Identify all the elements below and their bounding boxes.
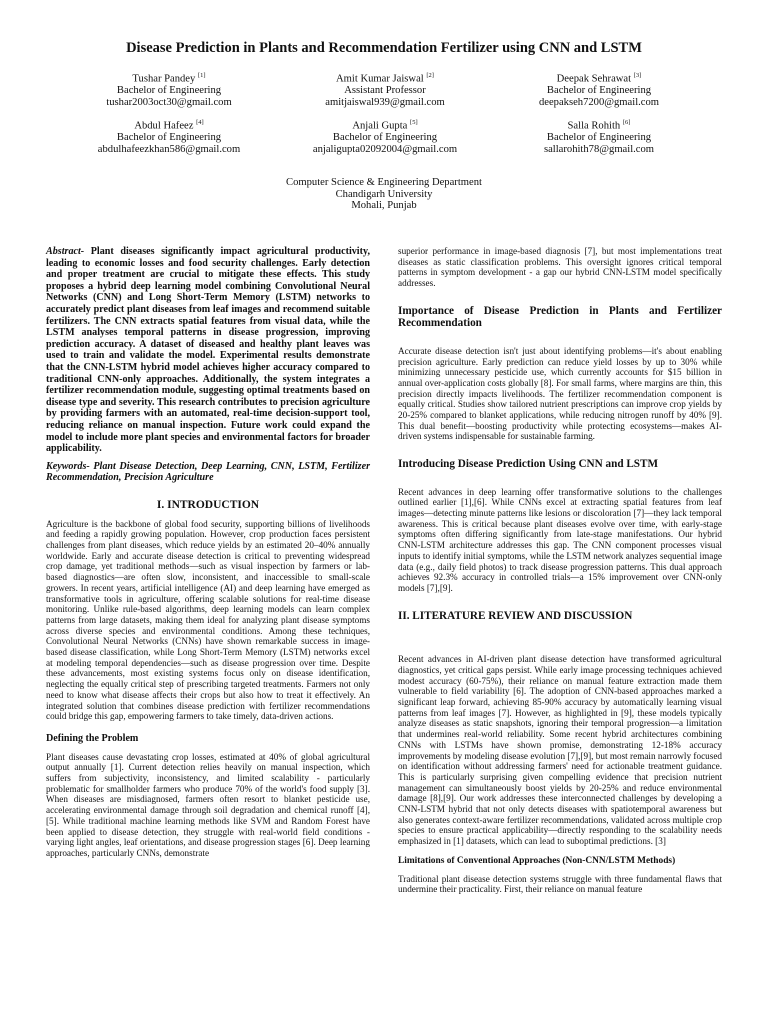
author-role: Bachelor of Engineering bbox=[332, 132, 438, 144]
left-column bbox=[46, 246, 370, 859]
author-block bbox=[54, 70, 284, 108]
author-role: Assistant Professor bbox=[344, 85, 426, 97]
author-email: tushar2003oct30@gmail.com bbox=[106, 96, 232, 108]
author-email: amitjaiswal939@gmail.com bbox=[325, 96, 445, 108]
author-name: Deepak Sehrawat bbox=[556, 73, 632, 85]
author-name: Anjali Gupta bbox=[352, 120, 408, 132]
keywords: Keywords- Plant Disease Detection, Deep Learning, CNN, LSTM, Fertilizer Recommendation, Precision Agriculture bbox=[46, 460, 370, 484]
author-ref: [3] bbox=[633, 72, 642, 79]
author-email: anjaligupta02092004@gmail.com bbox=[312, 143, 458, 155]
affiliation-university: Chandigarh University bbox=[335, 188, 433, 200]
right-column bbox=[398, 246, 722, 895]
paragraph: Recent advances in deep learning offer transformative solutions to the challenges outlined earlier [1],[6]. While CNNs excel at extracting spatial features from leaf images—detecting minute patterns like lesions or discoloration [7]—they lack temporal awareness. This is critical because plant diseases evolve over time, with early-stage symptoms often differing significantly from late-stage manifestations. Our hybrid CNN-LSTM architecture addresses this gap. The CNN component processes visual inputs to identify initial symptoms, while the LSTM network analyzes sequential image data (e.g., daily field photos) to track disease progression patterns. This dual approach achieves 92.3% accuracy in controlled trials—a 15% improvement over CNN-only models [7],[9]. bbox=[398, 486, 722, 593]
paragraph: Accurate disease detection isn't just about identifying problems—it's about enabling precision agriculture. Early prediction can reduce yield losses by up to 30% while minimizing unnecessary pesticide use, which currently accounts for $15 billion in annual over-application costs globally [8]. For small farms, where margins are thin, this precision directly impacts livelihoods. The fertilizer recommendation component is equally critical. Studies show tailored nutrient prescriptions can improve crop yields by 20-25% compared to blanket applications, while reducing nitrogen runoff by 40% [9]. This dual benefit—boosting productivity while protecting ecosystems—makes AI-driven systems indispensable for sustainable farming. bbox=[398, 345, 722, 442]
author-name: Tushar Pandey bbox=[132, 73, 196, 85]
section-heading: II. LITERATURE REVIEW AND DISCUSSION bbox=[398, 609, 633, 622]
author-block bbox=[270, 70, 500, 108]
subsection-heading: Limitations of Conventional Approaches (Non-CNN/LSTM Methods) bbox=[398, 855, 676, 866]
author-email: deepakseh7200@gmail.com bbox=[538, 96, 660, 108]
author-email: abdulhafeezkhan586@gmail.com bbox=[97, 143, 241, 155]
paragraph: Agriculture is the backbone of global food security, supporting billions of livelihoods and feeding a rapidly growing population. However, crop production faces persistent challenges from plant diseases, which reduce yields by an estimated 20–40% annually worldwide. Early and accurate disease detection is critical to preventing widespread crop damage, yet traditional methods—such as visual inspection by farmers or lab-based diagnostics—are often slow, inconsistent, and inaccessible to small-scale growers. In recent years, artificial intelligence (AI) and deep learning have emerged as transformative tools in agriculture, offering scalable solutions for real-time disease monitoring. Unlike rule-based algorithms, deep learning models can learn complex patterns from large datasets, making them ideal for analyzing plant disease symptoms across diverse species and environmental conditions. Among these techniques, Convolutional Neural Networks (CNNs) have shown remarkable success in image-based disease classification, while Long Short-Term Memory (LSTM) networks excel at modeling temporal dependencies—such as disease progression over time. Despite these advancements, most existing systems focus only on disease identification, neglecting the equally critical step of prescribing targeted treatments. Farmers not only need to know what disease affects their crops but also how to treat it effectively. An integrated solution that combines disease prediction with fertilizer recommendations could bridge this gap, empowering farmers to take timely, data-driven actions. bbox=[46, 518, 370, 722]
author-role: Bachelor of Engineering bbox=[116, 132, 222, 144]
author-name: Abdul Hafeez bbox=[134, 120, 194, 132]
author-block bbox=[484, 70, 714, 108]
paragraph: Traditional plant disease detection systems struggle with three fundamental flaws that undermine their practicality. First, their reliance on manual feature bbox=[398, 873, 722, 895]
author-block bbox=[270, 117, 500, 155]
author-ref: [2] bbox=[426, 72, 434, 79]
author-ref: [1] bbox=[197, 72, 206, 79]
subsection-heading: Importance of Disease Prediction in Plants and Fertilizer Recommendation bbox=[398, 304, 722, 330]
affiliation-location: Mohali, Punjab bbox=[351, 200, 417, 212]
paragraph: Recent advances in AI-driven plant disease detection have transformed agricultural diagnostics, yet critical gaps persist. While early image processing techniques achieved modest accuracy (60-75%), their reliance on manual feature extraction made them vulnerable to field variability [6]. The adoption of CNN-based approaches marked a significant leap forward, achieving 85-90% accuracy by automatically learning visual patterns from leaf images [7]. However, as highlighted in [9], these models typically analyze diseases as static snapshots, ignoring their temporal progression—a limitation that undermines real-world reliability. Some recent hybrid architectures combining CNNs with LSTMs have shown promise, demonstrating 12-18% accuracy improvements by modeling disease evolution [7],[9], but most remain narrowly focused on identification without addressing farmers' need for actionable treatment guidance. This is particularly surprising given compelling evidence that precision nutrient management can simultaneously boost yields by 20-25% and reduce environmental damage [8],[9]. Our work addresses these interconnected challenges by developing a CNN-LSTM hybrid that not only detects diseases with spatiotemporal awareness but also generates context-aware fertilizer recommendations, validated across multiple crop species to ensure practical applicability—directly responding to the scalability needs emphasized in [1] datasets, which can lead to suboptimal predictions. [3] bbox=[398, 654, 722, 847]
author-ref: [6] bbox=[622, 119, 631, 126]
author-ref: [5] bbox=[410, 119, 418, 126]
paragraph: superior performance in image-based diagnosis [7], but most implementations treat diseases as static classification problems. This oversight ignores critical temporal patterns in symptom development - a gap our hybrid CNN-LSTM model specifically addresses. bbox=[398, 246, 722, 289]
author-email: sallarohith78@gmail.com bbox=[543, 143, 655, 155]
subsection-heading: Defining the Problem bbox=[46, 732, 139, 744]
author-block bbox=[484, 117, 714, 155]
subsection-heading: Introducing Disease Prediction Using CNN and LSTM bbox=[398, 458, 659, 471]
author-ref: [4] bbox=[196, 119, 204, 126]
paragraph: Plant diseases cause devastating crop losses, estimated at 40% of global agricultural output annually [1]. Current detection relies heavily on manual inspection, which suffers from subjectivity, inconsistency, and limited scalability - particularly problematic for smallholder farmers who produce 70% of the world's food supply [3]. When diseases are misdiagnosed, farmers often resort to blanket pesticide use, accelerating environmental damage through soil degradation and chemical runoff [4], [5]. While traditional machine learning methods like SVM and Random Forest have been applied to disease detection, they struggle with real-world field conditions - varying light angles, leaf orientations, and disease progression stages [6]. Deep learning approaches, particularly CNNs, demonstrate bbox=[46, 751, 370, 858]
abstract bbox=[46, 246, 370, 455]
affiliation-dept: Computer Science & Engineering Department bbox=[286, 177, 482, 188]
paper-title: Disease Prediction in Plants and Recommendation Fertilizer using CNN and LSTM bbox=[126, 40, 642, 56]
abstract-lead: Abstract- bbox=[46, 246, 85, 257]
section-heading: I. INTRODUCTION bbox=[156, 498, 260, 511]
affiliation bbox=[0, 177, 768, 212]
author-role: Bachelor of Engineering bbox=[546, 85, 652, 97]
author-block bbox=[54, 117, 284, 155]
abstract-text: Plant diseases significantly impact agricultural productivity, leading to economic losses and food security challenges. Early detection and proper treatment are crucial to mitigate these effects. This study proposes a hybrid deep learning model combining Convolutional Neural Networks (CNN) and Long Short-Term Memory (LSTM) networks to accurately predict plant diseases from leaf images and recommend suitable fertilizers. The CNN extracts spatial features from visual data, while the LSTM analyses temporal patterns in disease progression, improving prediction accuracy. A dataset of diseased and healthy plant leaves was used to train and validate the model. Experimental results demonstrate that the CNN-LSTM hybrid model achieves higher accuracy compared to traditional CNN-only approaches. Additionally, the system integrates a fertilizer recommendation module, suggesting optimal treatments based on disease type and severity. This research contributes to precision agriculture by providing farmers with an automated, real-time decision-support tool, reducing reliance on manual inspection. Future work could expand the model to include more plant species and environmental factors for broader applicability. bbox=[46, 246, 370, 455]
author-role: Bachelor of Engineering bbox=[546, 132, 652, 144]
author-role: Bachelor of Engineering bbox=[116, 85, 222, 97]
author-name: Amit Kumar Jaiswal bbox=[336, 73, 424, 85]
author-name: Salla Rohith bbox=[567, 120, 621, 132]
